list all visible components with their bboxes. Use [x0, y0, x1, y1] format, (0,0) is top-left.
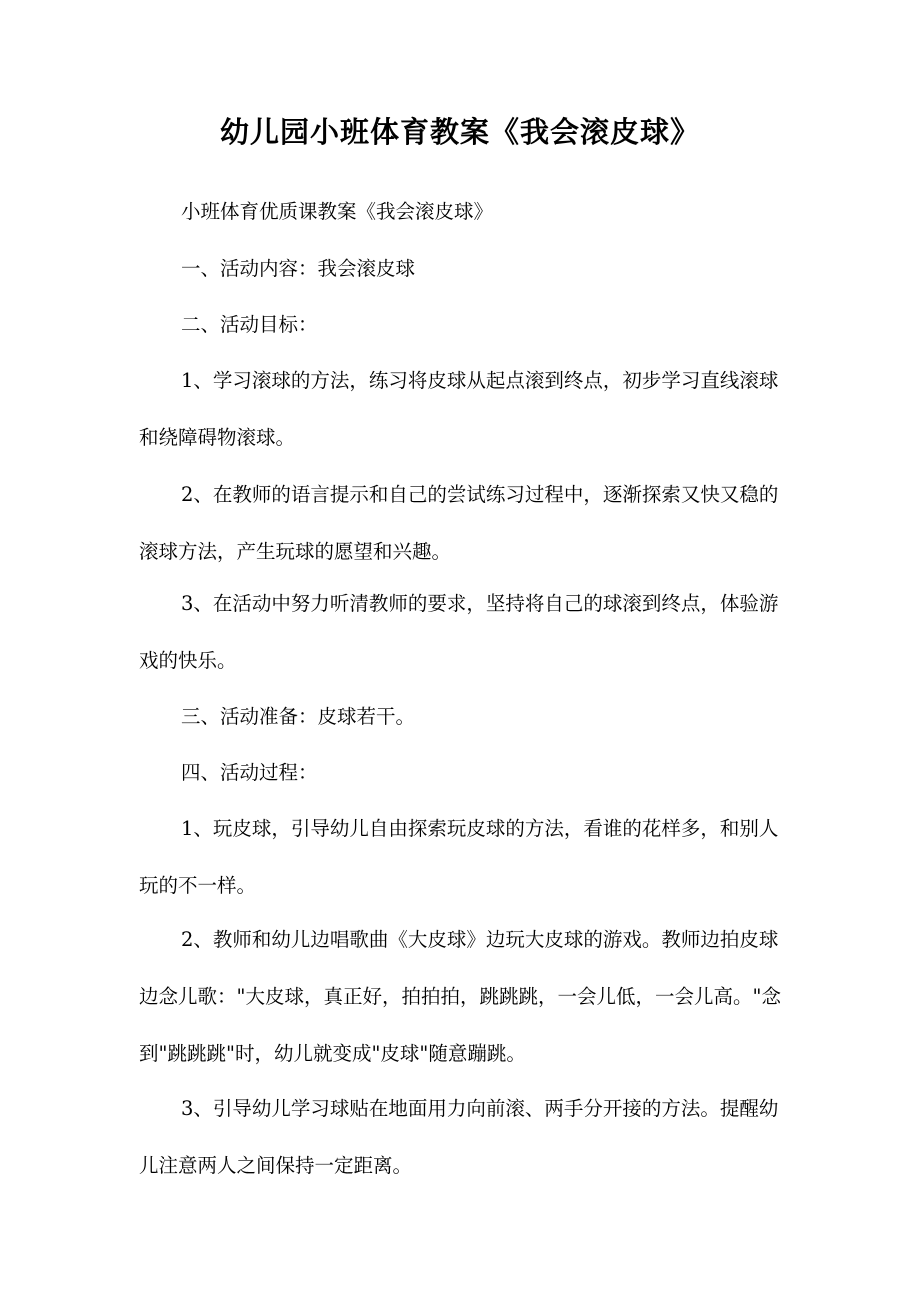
paragraph-process-2: 2、教师和幼儿边唱歌曲《大皮球》边玩大皮球的游戏。教师边拍皮球边念儿歌："大皮球，真正好，拍拍拍，跳跳跳，一会儿低，一会儿高。"念到"跳跳跳"时，幼儿就变成"皮球"随意蹦跳。	[139, 928, 781, 1065]
paragraph-activity-preparation: 三、活动准备：皮球若干。	[181, 705, 416, 728]
paragraph-activity-content: 一、活动内容：我会滚皮球	[181, 257, 416, 280]
paragraph-activity-process-heading: 四、活动过程：	[181, 761, 318, 784]
paragraph-subtitle: 小班体育优质课教案《我会滚皮球》	[181, 200, 494, 223]
document-title: 幼儿园小班体育教案《我会滚皮球》	[219, 115, 700, 149]
paragraph-goal-1: 1、学习滚球的方法，练习将皮球从起点滚到终点，初步学习直线滚球和绕障碍物滚球。	[139, 369, 779, 449]
paragraph-goal-2: 2、在教师的语言提示和自己的尝试练习过程中，逐渐探索又快又稳的滚球方法，产生玩球的愿望和兴趣。	[139, 483, 779, 563]
paragraph-goal-3: 3、在活动中努力听清教师的要求，坚持将自己的球滚到终点，体验游戏的快乐。	[139, 592, 779, 672]
paragraph-process-3: 3、引导幼儿学习球贴在地面用力向前滚、两手分开接的方法。提醒幼儿注意两人之间保持一定距离。	[139, 1097, 779, 1177]
paragraph-activity-goals-heading: 二、活动目标：	[181, 313, 318, 336]
paragraph-process-1: 1、玩皮球，引导幼儿自由探索玩皮球的方法，看谁的花样多，和别人玩的不一样。	[139, 817, 779, 897]
